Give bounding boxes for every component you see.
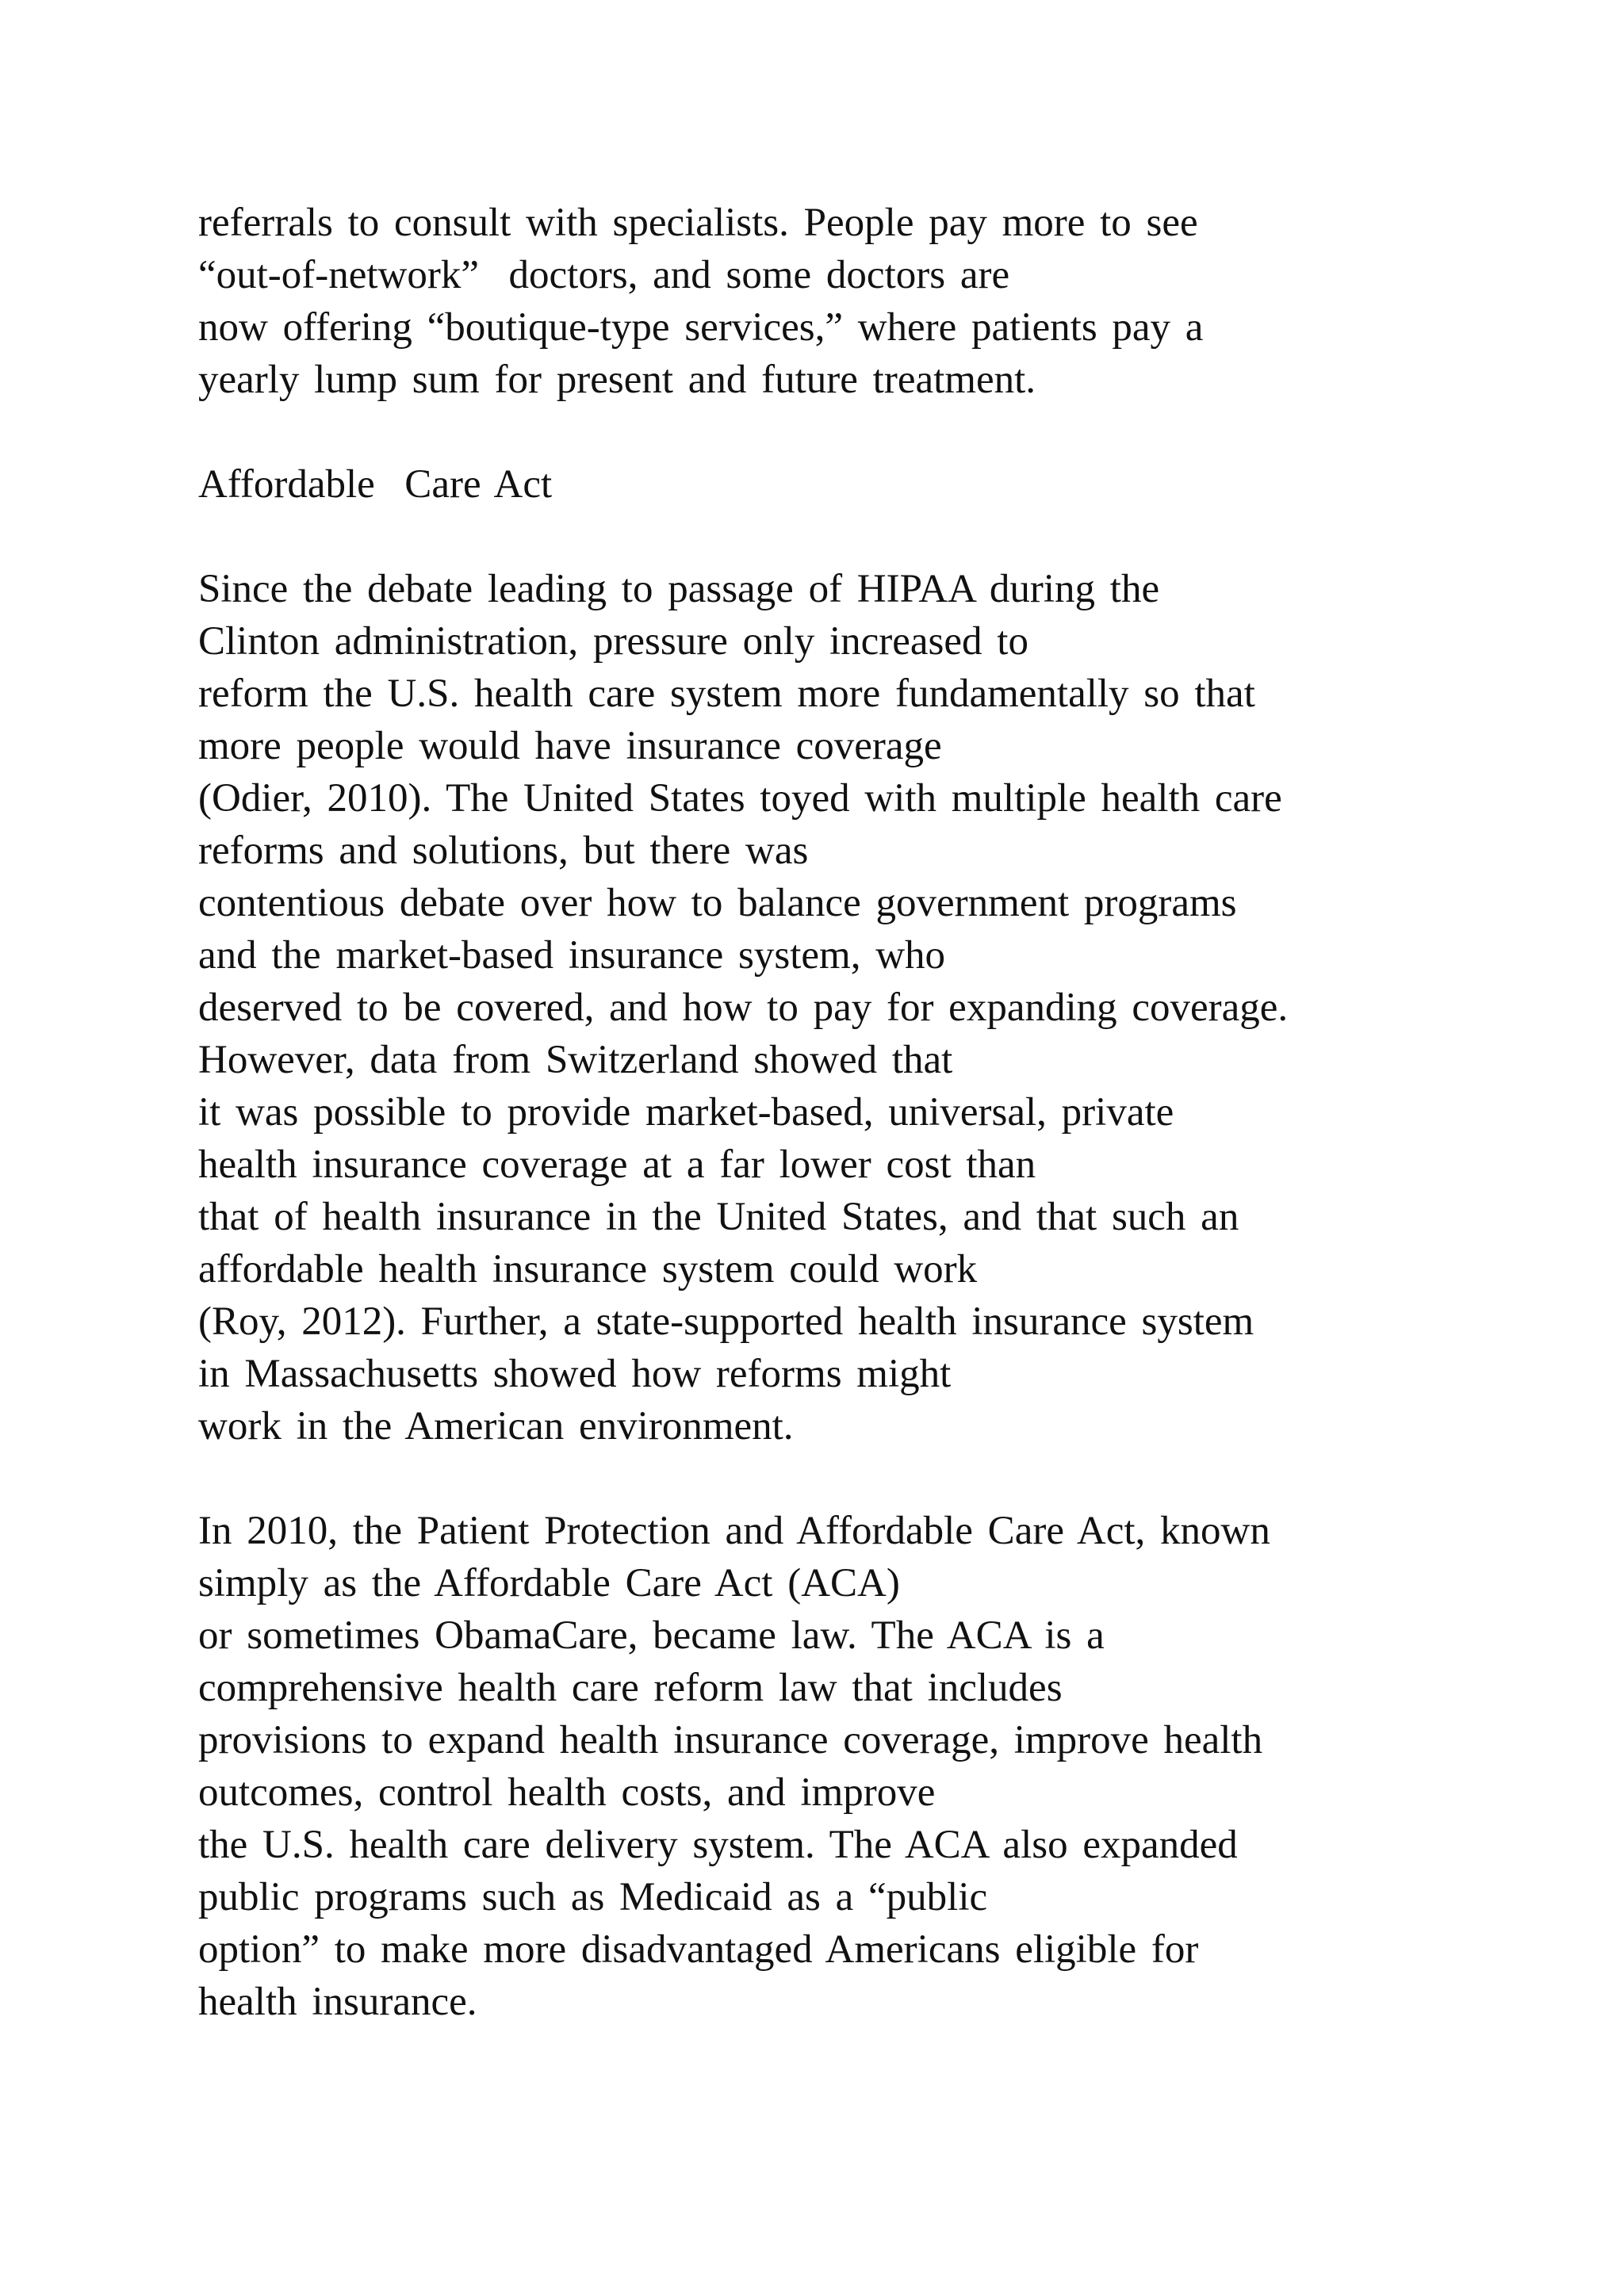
paragraph-spacer [198, 1452, 1515, 1505]
text-line: that of health insurance in the United States, and that such an [198, 1195, 1239, 1239]
text-line: in Massachusetts showed how reforms might [198, 1352, 952, 1396]
text-line: work in the American environment. [198, 1404, 794, 1448]
text-line: health insurance. [198, 1980, 477, 2024]
text-line: public programs such as Medicaid as a “public [198, 1875, 988, 1919]
text-line: (Odier, 2010). The United States toyed with multiple health care [198, 776, 1282, 821]
paragraph-spacer [198, 406, 1515, 458]
section-heading-text: Affordable Care Act [198, 462, 553, 507]
text-line: “out-of-network” doctors, and some doctors are [198, 253, 1010, 297]
text-line: more people would have insurance coverage [198, 724, 942, 768]
text-line: Clinton administration, pressure only increased to [198, 619, 1028, 664]
paragraph-aca-law [198, 1505, 1515, 2028]
text-line: contentious debate over how to balance government programs [198, 881, 1237, 925]
text-line: However, data from Switzerland showed that [198, 1038, 953, 1082]
text-line: simply as the Affordable Care Act (ACA) [198, 1561, 900, 1605]
paragraph-hipaa-history [198, 563, 1515, 1452]
text-line: the U.S. health care delivery system. The ACA also expanded [198, 1823, 1238, 1867]
text-line: reforms and solutions, but there was [198, 828, 809, 873]
text-line: now offering “boutique-type services,” where patients pay a [198, 305, 1204, 350]
text-line: or sometimes ObamaCare, became law. The ACA is a [198, 1613, 1105, 1658]
text-line: deserved to be covered, and how to pay for expanding coverage. [198, 985, 1289, 1030]
text-line: In 2010, the Patient Protection and Affordable Care Act, known [198, 1509, 1270, 1553]
text-line: health insurance coverage at a far lower cost than [198, 1142, 1036, 1187]
text-line: comprehensive health care reform law that includes [198, 1666, 1063, 1710]
text-line: it was possible to provide market-based, universal, private [198, 1090, 1174, 1135]
document-body [198, 197, 1515, 2028]
text-line: referrals to consult with specialists. People pay more to see [198, 201, 1198, 245]
paragraph-spacer [198, 511, 1515, 563]
text-line: affordable health insurance system could work [198, 1247, 978, 1292]
text-line: option” to make more disadvantaged Americans eligible for [198, 1927, 1199, 1972]
text-line: provisions to expand health insurance coverage, improve health [198, 1718, 1263, 1762]
text-line: and the market-based insurance system, who [198, 933, 946, 978]
section-heading [198, 458, 1515, 511]
text-line: Since the debate leading to passage of HIPAA during the [198, 567, 1160, 611]
text-line: (Roy, 2012). Further, a state-supported health insurance system [198, 1299, 1254, 1344]
text-line: yearly lump sum for present and future treatment. [198, 358, 1036, 402]
text-line: reform the U.S. health care system more fundamentally so that [198, 672, 1255, 716]
text-line: outcomes, control health costs, and improve [198, 1770, 936, 1815]
paragraph-referrals [198, 197, 1515, 406]
